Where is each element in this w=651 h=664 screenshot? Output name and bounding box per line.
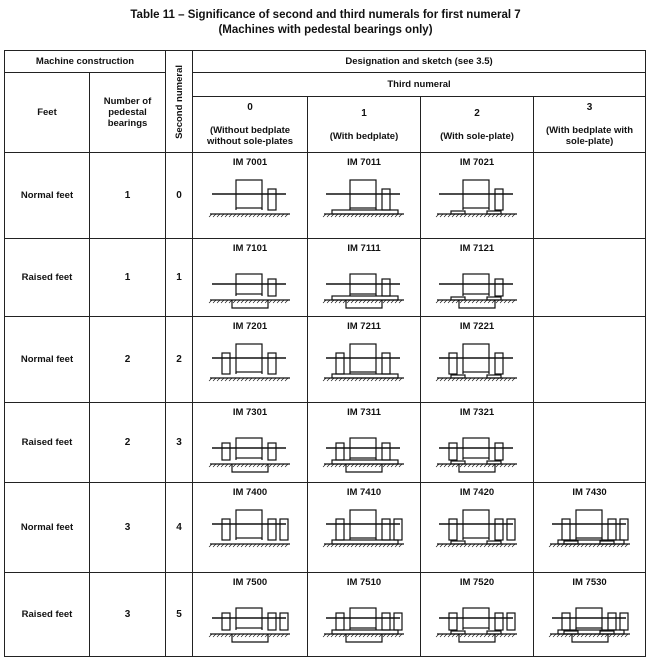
im-code: IM 7520	[459, 577, 495, 588]
feet-cell: Raised feet	[5, 403, 90, 483]
machine-sketch-icon	[316, 590, 412, 646]
second-numeral-cell: 1	[166, 239, 193, 317]
designation-cell	[534, 573, 646, 657]
im-code: IM 7111	[347, 243, 381, 254]
pedestal-bearings-header: Number of pedestal bearings	[90, 73, 166, 153]
feet-header: Feet	[5, 73, 90, 153]
machine-sketch-icon	[202, 500, 298, 556]
machine-sketch-icon	[542, 500, 638, 556]
im-code: IM 7321	[459, 407, 495, 418]
im-code: IM 7221	[459, 321, 495, 332]
table-row	[5, 317, 646, 403]
third-col-2: 2 (With sole-plate)	[421, 97, 534, 153]
designation-cell	[193, 153, 308, 239]
designation-cell	[534, 239, 646, 317]
second-numeral-header: Second numeral	[166, 51, 193, 153]
designation-cell	[193, 317, 308, 403]
table-row	[5, 153, 646, 239]
im-code: IM 7121	[459, 243, 495, 254]
im-code: IM 7430	[572, 487, 607, 498]
table-row	[5, 483, 646, 573]
third-numeral-header: Third numeral	[193, 73, 646, 97]
table-row	[5, 239, 646, 317]
machine-sketch-icon	[429, 420, 525, 476]
im-code: IM 7400	[232, 487, 268, 498]
designation-cell	[534, 403, 646, 483]
designation-cell	[421, 403, 534, 483]
im-code: IM 7301	[232, 407, 268, 418]
im-code: IM 7410	[346, 487, 382, 498]
machine-sketch-icon	[316, 500, 412, 556]
bearings-cell: 2	[90, 403, 166, 483]
designation-cell	[193, 239, 308, 317]
feet-cell: Raised feet	[5, 573, 90, 657]
feet-cell: Raised feet	[5, 239, 90, 317]
feet-cell: Normal feet	[5, 317, 90, 403]
machine-sketch-icon	[202, 334, 298, 390]
bearings-cell: 1	[90, 239, 166, 317]
designation-cell	[534, 153, 646, 239]
im-code: IM 7311	[347, 407, 381, 418]
designation-cell	[193, 573, 308, 657]
machine-sketch-icon	[316, 256, 412, 312]
designation-cell	[193, 483, 308, 573]
designation-cell	[308, 573, 421, 657]
second-numeral-cell: 0	[166, 153, 193, 239]
bearings-cell: 3	[90, 573, 166, 657]
machine-sketch-icon	[429, 500, 525, 556]
second-numeral-cell: 3	[166, 403, 193, 483]
designation-cell	[534, 317, 646, 403]
second-numeral-cell: 5	[166, 573, 193, 657]
im-code: IM 7201	[232, 321, 268, 332]
im-code: IM 7530	[572, 577, 607, 588]
designation-cell	[308, 483, 421, 573]
designation-table	[4, 50, 646, 657]
third-col-0: 0 (Without bedplate without sole-plates	[193, 97, 308, 153]
designation-cell	[421, 483, 534, 573]
im-code: IM 7011	[347, 157, 381, 168]
designation-cell	[421, 239, 534, 317]
feet-cell: Normal feet	[5, 483, 90, 573]
second-numeral-cell: 2	[166, 317, 193, 403]
designation-cell	[308, 239, 421, 317]
title-line-2: (Machines with pedestal bearings only)	[218, 24, 433, 36]
machine-sketch-icon	[202, 170, 298, 226]
im-code: IM 7021	[459, 157, 495, 168]
second-numeral-cell: 4	[166, 483, 193, 573]
im-code: IM 7001	[232, 157, 268, 168]
third-col-1: 1 (With bedplate)	[308, 97, 421, 153]
bearings-cell: 3	[90, 483, 166, 573]
im-code: IM 7101	[232, 243, 268, 254]
machine-sketch-icon	[202, 420, 298, 476]
designation-header: Designation and sketch (see 3.5)	[193, 51, 646, 73]
machine-sketch-icon	[202, 590, 298, 646]
designation-cell	[421, 317, 534, 403]
im-code: IM 7510	[346, 577, 382, 588]
table-row	[5, 403, 646, 483]
third-col-3: 3 (With bedplate with sole-plate)	[534, 97, 646, 153]
im-code: IM 7500	[232, 577, 268, 588]
machine-construction-header: Machine construction	[5, 51, 166, 73]
feet-cell: Normal feet	[5, 153, 90, 239]
machine-sketch-icon	[542, 590, 638, 646]
designation-cell	[534, 483, 646, 573]
designation-cell	[421, 153, 534, 239]
designation-cell	[308, 153, 421, 239]
machine-sketch-icon	[202, 256, 298, 312]
bearings-cell: 1	[90, 153, 166, 239]
designation-cell	[308, 403, 421, 483]
designation-cell	[308, 317, 421, 403]
machine-sketch-icon	[429, 256, 525, 312]
bearings-cell: 2	[90, 317, 166, 403]
table-row	[5, 573, 646, 657]
machine-sketch-icon	[316, 334, 412, 390]
designation-cell	[421, 573, 534, 657]
machine-sketch-icon	[316, 170, 412, 226]
im-code: IM 7420	[459, 487, 495, 498]
title-line-1: Table 11 – Significance of second and third numerals for first numeral 7	[130, 9, 521, 21]
machine-sketch-icon	[429, 170, 525, 226]
machine-sketch-icon	[429, 334, 525, 390]
machine-sketch-icon	[429, 590, 525, 646]
designation-cell	[193, 403, 308, 483]
im-code: IM 7211	[347, 321, 381, 332]
machine-sketch-icon	[316, 420, 412, 476]
table-title	[0, 8, 651, 38]
